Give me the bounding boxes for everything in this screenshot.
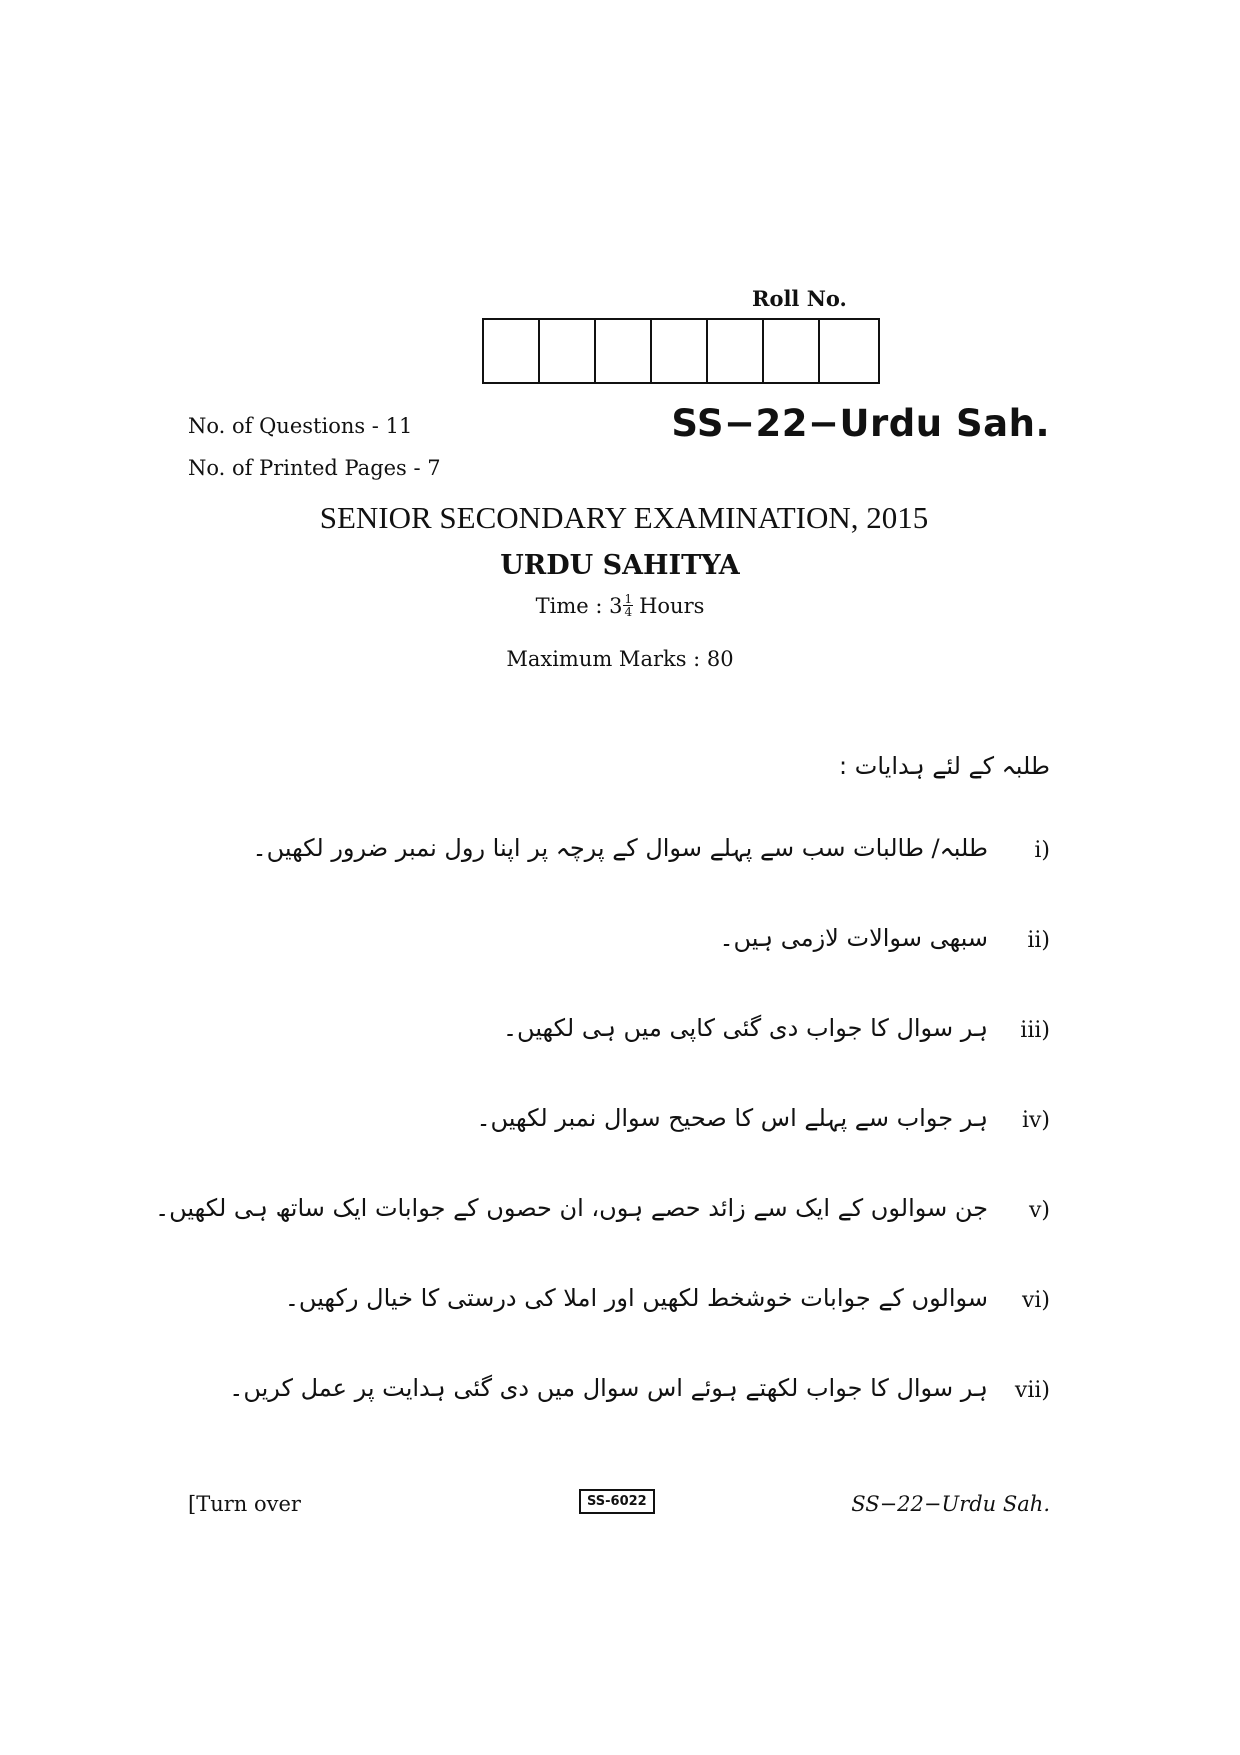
subject-title: URDU SAHITYA	[500, 550, 740, 581]
instructions-heading: طلبہ کے لئے ہدایات :	[839, 752, 1050, 780]
fraction-numerator: 1	[624, 592, 633, 606]
instruction-item	[170, 1104, 1050, 1144]
time-suffix: Hours	[639, 594, 705, 618]
footer-code-box: SS-6022	[579, 1489, 655, 1514]
instruction-text: سبھی سوالات لازمی ہیں۔	[719, 924, 988, 952]
instruction-text: جن سوالوں کے ایک سے زائد حصے ہوں، ان حصوں کے جوابات ایک ساتھ ہی لکھیں۔	[155, 1194, 988, 1222]
time-prefix: Time : 3	[535, 594, 623, 618]
roll-number-label: Roll No.	[752, 286, 847, 311]
number-of-printed-pages: No. of Printed Pages - 7	[188, 456, 441, 480]
maximum-marks: Maximum Marks : 80	[506, 647, 734, 671]
instruction-item	[170, 1374, 1050, 1414]
fraction-denominator: 4	[624, 605, 633, 619]
instruction-number: vi)	[1021, 1288, 1050, 1313]
turn-over-note: [Turn over	[188, 1492, 301, 1516]
footer-paper-code: SS−22−Urdu Sah.	[851, 1492, 1050, 1516]
instruction-item	[170, 924, 1050, 964]
roll-number-box[interactable]	[596, 320, 652, 382]
roll-number-box[interactable]	[484, 320, 540, 382]
instruction-number: iii)	[1020, 1018, 1050, 1043]
instruction-text: ہر سوال کا جواب دی گئی کاپی میں ہی لکھیں۔	[502, 1014, 988, 1042]
roll-number-box[interactable]	[652, 320, 708, 382]
roll-number-boxes	[482, 318, 880, 384]
time-fraction	[623, 593, 633, 618]
instruction-number: iv)	[1021, 1108, 1050, 1133]
instruction-text: سوالوں کے جوابات خوشخط لکھیں اور املا کی درستی کا خیال رکھیں۔	[284, 1284, 988, 1312]
instruction-number: v)	[1028, 1198, 1050, 1223]
instruction-item	[170, 834, 1050, 874]
roll-number-box[interactable]	[764, 320, 820, 382]
instruction-text: ہر سوال کا جواب لکھتے ہوئے اس سوال میں دی گئی ہدایت پر عمل کریں۔	[229, 1374, 988, 1402]
instruction-text: ہر جواب سے پہلے اس کا صحیح سوال نمبر لکھیں۔	[476, 1104, 988, 1132]
instruction-number: ii)	[1027, 928, 1050, 953]
exam-title: SENIOR SECONDARY EXAMINATION, 2015	[319, 500, 929, 535]
number-of-questions: No. of Questions - 11	[188, 414, 413, 438]
instruction-number: vii)	[1014, 1378, 1050, 1403]
time-allowed	[0, 594, 1240, 620]
instruction-item	[170, 1284, 1050, 1324]
paper-code-title: SS−22−Urdu Sah.	[671, 402, 1050, 445]
roll-number-box[interactable]	[540, 320, 596, 382]
roll-number-box[interactable]	[708, 320, 764, 382]
instruction-number: i)	[1034, 838, 1050, 863]
roll-number-box[interactable]	[820, 320, 878, 382]
instruction-item	[155, 1194, 1050, 1234]
instruction-item	[170, 1014, 1050, 1054]
instruction-text: طلبہ/ طالبات سب سے پہلے سوال کے پرچہ پر اپنا رول نمبر ضرور لکھیں۔	[252, 834, 988, 862]
